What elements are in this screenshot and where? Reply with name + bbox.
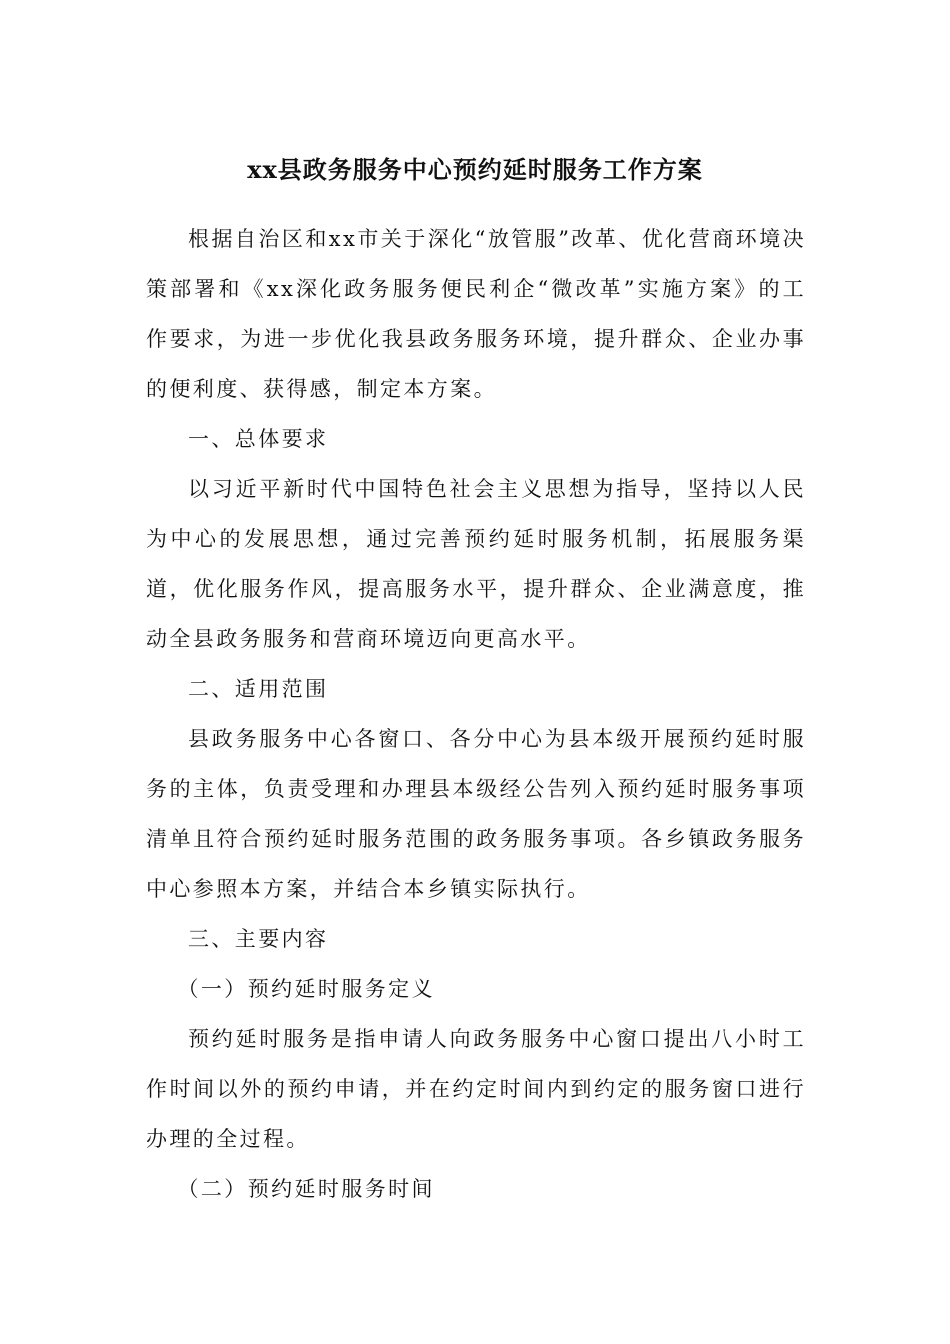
document-body [146, 214, 806, 1214]
section-heading-scope: 二、适用范围 [188, 677, 329, 701]
definition-paragraph: 预约延时服务是指申请人向政务服务中心窗口提出八小时工作时间以外的预约申请，并在约定时间内到约定的服务窗口进行办理的全过程。 [146, 1027, 806, 1151]
scope-paragraph: 县政务服务中心各窗口、各分中心为县本级开展预约延时服务的主体，负责受理和办理县本级经公告列入预约延时服务事项清单且符合预约延时服务范围的政务服务事项。各乡镇政务服务中心参照本方案，并结合本乡镇实际执行。 [146, 727, 806, 901]
subsection-heading-service-time: （二）预约延时服务时间 [177, 1177, 435, 1201]
general-requirements-paragraph: 以习近平新时代中国特色社会主义思想为指导，坚持以人民为中心的发展思想，通过完善预约延时服务机制，拓展服务渠道，优化服务作风，提高服务水平，提升群众、企业满意度，推动全县政务服务和营商环境迈向更高水平。 [146, 477, 806, 651]
section-heading-main-content: 三、主要内容 [188, 927, 329, 951]
document-title: xx县政务服务中心预约延时服务工作方案 [247, 155, 703, 184]
subsection-heading-definition: （一）预约延时服务定义 [177, 977, 435, 1001]
section-heading-general-requirements: 一、总体要求 [188, 427, 329, 451]
intro-paragraph: 根据自治区和xx市关于深化“放管服”改革、优化营商环境决策部署和《xx深化政务服务便民利企“微改革”实施方案》的工作要求，为进一步优化我县政务服务环境，提升群众、企业办事的便利度、获得感，制定本方案。 [146, 227, 806, 401]
